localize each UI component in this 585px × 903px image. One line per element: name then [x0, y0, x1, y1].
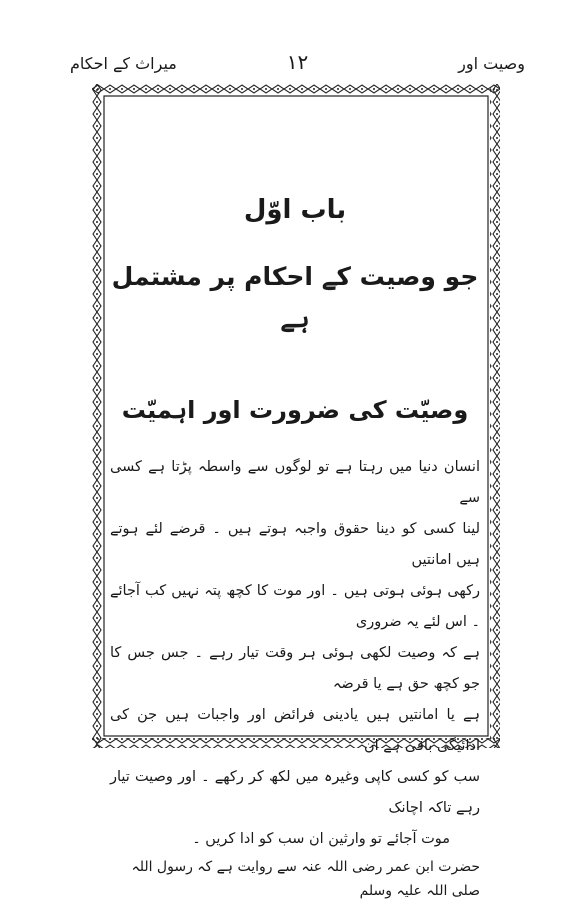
chapter-subtitle: جو وصیت کے احکام پر مشتمل ہے: [111, 262, 479, 333]
body-line: ہے یا امانتیں ہیں یادینی فرائض اور واجبات ہیں جن کی ادائیگی باقی ہے ان: [110, 707, 480, 754]
section-heading: وصیّت کی ضرورت اور اہمیّت: [121, 396, 469, 424]
page-number: ۱۲: [286, 50, 309, 74]
running-header: [70, 50, 525, 84]
body-line: انسان دنیا میں رہتا ہے تو لوگوں سے واسطہ پڑتا ہے کسی سے: [110, 459, 480, 506]
body-line: رکھی ہوئی ہوتی ہیں ۔ اور موت کا کچھ پتہ نہیں کب آجائے ۔ اس لئے یہ ضروری: [110, 583, 480, 630]
body-line: موت آجائے تو وارثین ان سب کو ادا کریں ۔: [192, 831, 450, 847]
page-content: [110, 190, 480, 903]
chapter-title: باب اوّل: [243, 195, 347, 225]
body-line: ہے کہ وصیت لکھی ہوئی ہر وقت تیار رہے ۔ جس جس کا جو کچھ حق ہے یا قرضہ: [110, 645, 480, 692]
header-right-text: وصیت اور: [458, 54, 525, 73]
hadith-line: حضرت ابن عمر رضی اللہ عنہ سے روایت ہے کہ رسول اللہ صلی اللہ علیہ وسلم: [131, 859, 480, 899]
body-line: لینا کسی کو دینا حقوق واجبہ ہوتے ہیں ۔ قرضے لئے ہوتے ہیں امانتیں: [110, 521, 480, 568]
body-line: سب کو کسی کاپی وغیرہ میں لکھ کر رکھے ۔ اور وصیت تیار رہے تاکہ اچانک: [110, 769, 480, 816]
header-left-text: میراث کے احکام: [70, 54, 177, 73]
